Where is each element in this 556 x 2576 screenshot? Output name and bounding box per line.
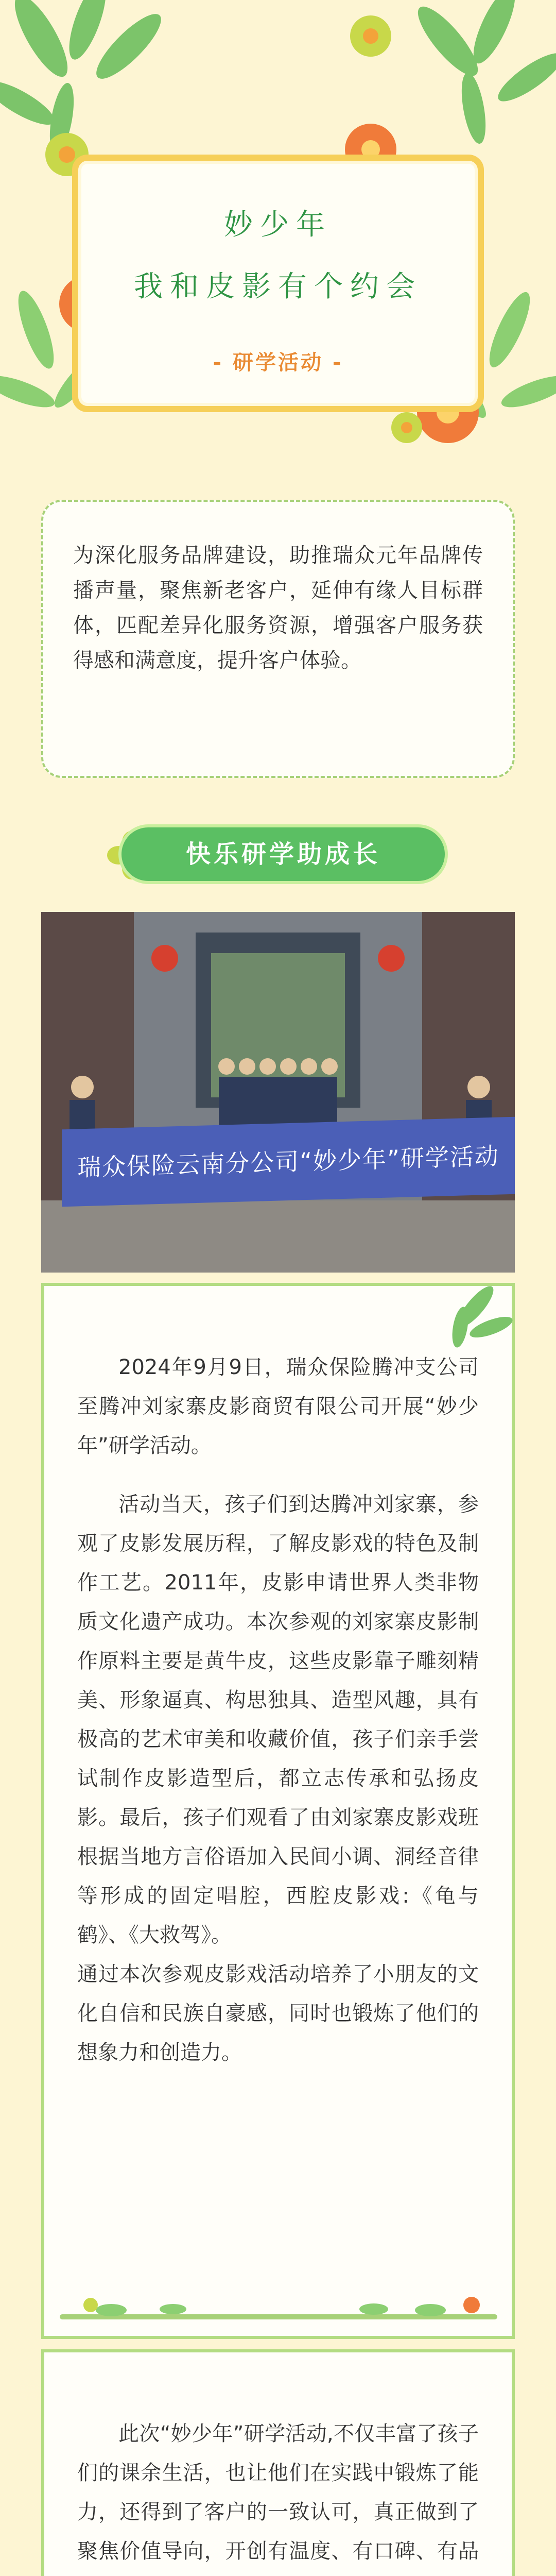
content-card-1 <box>41 1283 515 2339</box>
photo-scene <box>41 912 515 1273</box>
grass-decoration <box>60 2290 497 2326</box>
section-title: 快乐研学助成长 <box>118 824 448 884</box>
event-banner: 瑞众保险云南分公司“妙少年”研学活动 <box>62 1117 515 1207</box>
intro-box <box>41 500 515 778</box>
intro-text: 为深化服务品牌建设，助推瑞众元年品牌传播声量，聚焦新老客户，延伸有缘人目标群体，匹配差异化服务资源，增强客户服务获得感和满意度，提升客户体验。 <box>73 544 483 672</box>
page-subtitle: - 研学活动 - <box>213 351 343 375</box>
leaf-icon <box>435 1276 517 1358</box>
event-photo-group <box>41 912 515 1273</box>
title-card <box>72 155 484 412</box>
paragraph: 通过本次参观皮影戏活动培养了小朋友的文化自信和民族自豪感，同时也锻炼了他们的想象力和创造力。 <box>77 1962 479 2064</box>
paragraph: 2024年9月9日，瑞众保险腾冲支公司至腾冲刘家寨皮影商贸有限公司开展“妙少年”研学活动。 <box>77 1355 479 1458</box>
paragraph: 活动当天，孩子们到达腾冲刘家寨，参观了皮影发展历程，了解皮影戏的特色及制作工艺。2011年，皮影申请世界人类非物质文化遗产成功。本次参观的刘家寨皮影制作原料主要是黄牛皮，这些皮影靠子雕刻精美、形象逼真、构思独具、造型风趣，具有极高的艺术审美和收藏价值，孩子们亲手尝试制作皮影造型后，都立志传承和弘扬皮影。最后，孩子们观看了由刘家寨皮影戏班根据当地方言俗语加入民间小调、洞经音律等形成的固定唱腔，西腔皮影戏:《龟与鹤》、《大救驾》。 <box>77 1493 479 1947</box>
header-decoration <box>0 0 556 484</box>
content-card-2 <box>41 2349 515 2576</box>
page-title: 妙少年 <box>224 208 332 242</box>
paragraph: 此次“妙少年”研学活动,不仅丰富了孩子们的课余生活，也让他们在实践中锻炼了能力，还得到了客户的一致认可，真正做到了聚焦价值导向，开创有温度、有口碑、有品 <box>77 2422 479 2563</box>
page-title-line2: 我和皮影有个约会 <box>134 270 422 303</box>
